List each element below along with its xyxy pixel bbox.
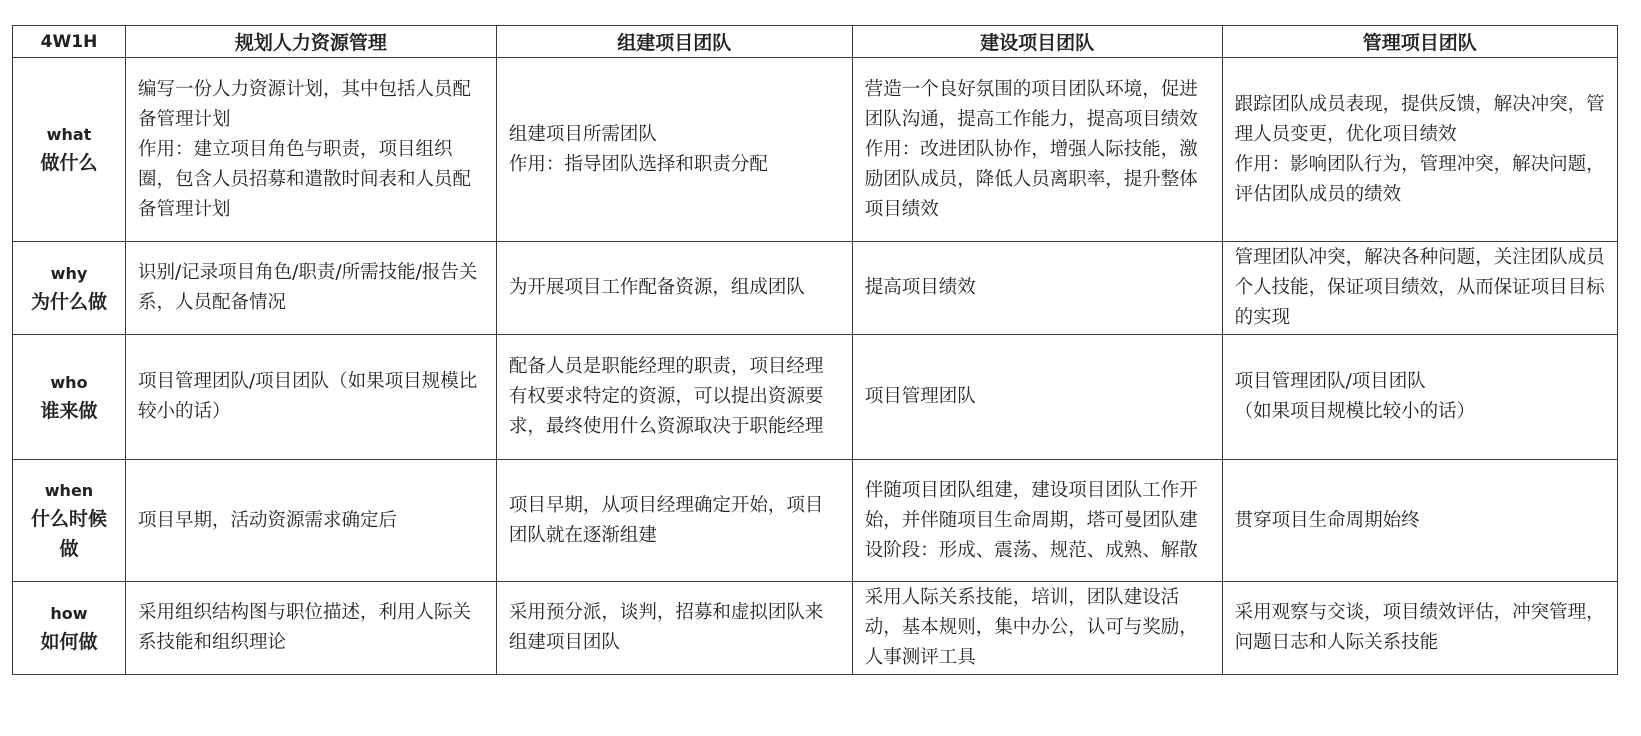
table-cell: 采用观察与交谈，项目绩效评估，冲突管理，问题日志和人际关系技能 xyxy=(1222,582,1617,675)
table-cell: 伴随项目团队组建，建设项目团队工作开始，并伴随项目生命周期，塔可曼团队建设阶段：形成、震荡、规范、成熟、解散 xyxy=(852,460,1222,582)
table-cell: 为开展项目工作配备资源，组成团队 xyxy=(496,242,852,335)
row-header-what xyxy=(13,58,126,242)
table-cell: 营造一个良好氛围的项目团队环境，促进团队沟通，提高工作能力，提高项目绩效 作用：改进团队协作，增强人际技能，激励团队成员，降低人员离职率，提升整体项目绩效 xyxy=(852,58,1222,242)
column-header-manage-team: 管理项目团队 xyxy=(1222,26,1617,58)
column-header-plan-hr: 规划人力资源管理 xyxy=(125,26,496,58)
table-cell: 管理团队冲突，解决各种问题，关注团队成员个人技能，保证项目绩效，从而保证项目目标的实现 xyxy=(1222,242,1617,335)
row-header-en: when xyxy=(44,481,94,500)
table-cell: 项目管理团队 xyxy=(852,335,1222,460)
table-cell: 组建项目所需团队 作用：指导团队选择和职责分配 xyxy=(496,58,852,242)
row-header-en: what xyxy=(46,125,92,144)
row-header-cn: 谁来做 xyxy=(40,399,98,422)
row-header-when xyxy=(13,460,126,582)
table-cell: 配备人员是职能经理的职责，项目经理有权要求特定的资源，可以提出资源要求，最终使用什么资源取决于职能经理 xyxy=(496,335,852,460)
table-cell: 识别/记录项目角色/职责/所需技能/报告关系，人员配备情况 xyxy=(125,242,496,335)
table-cell: 提高项目绩效 xyxy=(852,242,1222,335)
row-header-en: why xyxy=(50,263,88,283)
corner-header: 4W1H xyxy=(13,26,126,58)
table-cell: 采用组织结构图与职位描述，利用人际关系技能和组织理论 xyxy=(125,582,496,675)
table-cell: 贯穿项目生命周期始终 xyxy=(1222,460,1617,582)
column-header-develop-team: 建设项目团队 xyxy=(852,26,1222,58)
row-header-cn: 为什么做 xyxy=(30,290,107,313)
header-row xyxy=(13,26,1618,58)
table-cell: 跟踪团队成员表现，提供反馈，解决冲突，管理人员变更，优化项目绩效 作用：影响团队行为，管理冲突，解决问题，评估团队成员的绩效 xyxy=(1222,58,1617,242)
4w1h-table xyxy=(12,25,1618,675)
table-cell: 采用人际关系技能，培训，团队建设活动，基本规则，集中办公，认可与奖励，人事测评工具 xyxy=(852,582,1222,675)
table-cell: 项目早期，从项目经理确定开始，项目团队就在逐渐组建 xyxy=(496,460,852,582)
row-header-why xyxy=(13,242,126,335)
row-header-cn: 做什么 xyxy=(40,152,98,174)
table-cell: 项目管理团队/项目团队（如果项目规模比较小的话） xyxy=(125,335,496,460)
row-header-how xyxy=(13,582,126,675)
table-cell: 项目管理团队/项目团队 （如果项目规模比较小的话） xyxy=(1222,335,1617,460)
table-cell: 编写一份人力资源计划，其中包括人员配备管理计划 作用：建立项目角色与职责，项目组织圈，包含人员招募和遣散时间表和人员配备管理计划 xyxy=(125,58,496,242)
row-header-en: who xyxy=(50,372,88,392)
table-row-why xyxy=(13,242,1618,335)
column-header-acquire-team: 组建项目团队 xyxy=(496,26,852,58)
table-row-who xyxy=(13,335,1618,460)
row-header-who xyxy=(13,335,126,460)
table-row-when xyxy=(13,460,1618,582)
table-row-what xyxy=(13,58,1618,242)
table-row-how xyxy=(13,582,1618,675)
row-header-cn: 什么时候做 xyxy=(30,508,107,560)
row-header-cn: 如何做 xyxy=(40,630,98,653)
row-header-en: how xyxy=(50,603,88,623)
table-cell: 采用预分派，谈判，招募和虚拟团队来组建项目团队 xyxy=(496,582,852,675)
table-cell: 项目早期，活动资源需求确定后 xyxy=(125,460,496,582)
